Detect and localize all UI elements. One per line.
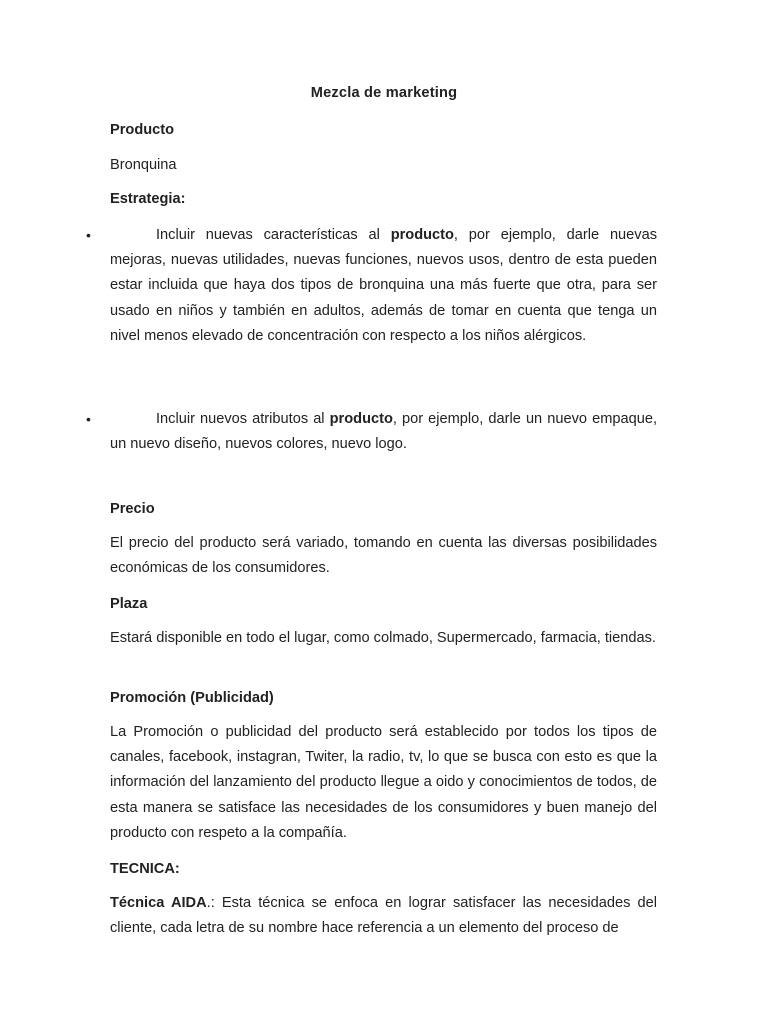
document-title: Mezcla de marketing — [310, 85, 458, 101]
bullet-text-bold: producto — [390, 227, 454, 243]
bullet-paragraph — [110, 223, 657, 349]
heading-tecnica: TECNICA: — [110, 861, 180, 877]
bullet-text-pre: Incluir nuevas características al — [156, 227, 391, 243]
bullet-text-pre: Incluir nuevos atributos al — [156, 411, 330, 427]
tecnica-paragraph — [110, 891, 657, 941]
bullet-icon: • — [86, 411, 91, 427]
heading-precio: Precio — [110, 501, 155, 517]
bullet-paragraph — [110, 407, 657, 457]
heading-producto: Producto — [110, 122, 175, 138]
promocion-paragraph: La Promoción o publicidad del producto será establecido por todos los tipos de canales, facebook, instagran, Twiter, la radio, tv, lo que se busca con esto es que la información del lanzamiento del producto llegue a oido y conocimientos de todos, de esta manera se satisface las necesidades de los consumidores y buen manejo del producto con respeto a la compañía. — [110, 724, 657, 841]
precio-paragraph: El precio del producto será variado, tomando en cuenta las diversas posibilidades económicas de los consumidores. — [110, 535, 657, 577]
bullet-text-bold: producto — [329, 411, 393, 427]
bullet-text-post: , por ejemplo, darle nuevas mejoras, nuevas utilidades, nuevas funciones, nuevos usos, dentro de esta pueden estar incluida que haya dos tipos de bronquina una más fuerte que otra, para ser usado en niños y también en adultos, además de tomar en cuenta que tenga un nivel menos elevado de concentración con respecto a los niños alérgicos. — [110, 227, 657, 344]
heading-estrategia: Estrategia: — [110, 191, 186, 207]
bullet-text-post: , por ejemplo, darle un nuevo empaque, un nuevo diseño, nuevos colores, nuevo logo. — [110, 411, 657, 453]
product-name: Bronquina — [110, 157, 177, 173]
heading-promocion: Promoción (Publicidad) — [110, 690, 274, 706]
bullet-icon: • — [86, 227, 91, 243]
heading-plaza: Plaza — [110, 596, 148, 612]
tecnica-text: .: Esta técnica se enfoca en lograr satisfacer las necesidades del cliente, cada letra de su nombre hace referencia a un elemento del proceso de — [110, 895, 657, 937]
plaza-paragraph: Estará disponible en todo el lugar, como colmado, Supermercado, farmacia, tiendas. — [110, 630, 656, 646]
tecnica-label: Técnica AIDA — [110, 895, 207, 911]
